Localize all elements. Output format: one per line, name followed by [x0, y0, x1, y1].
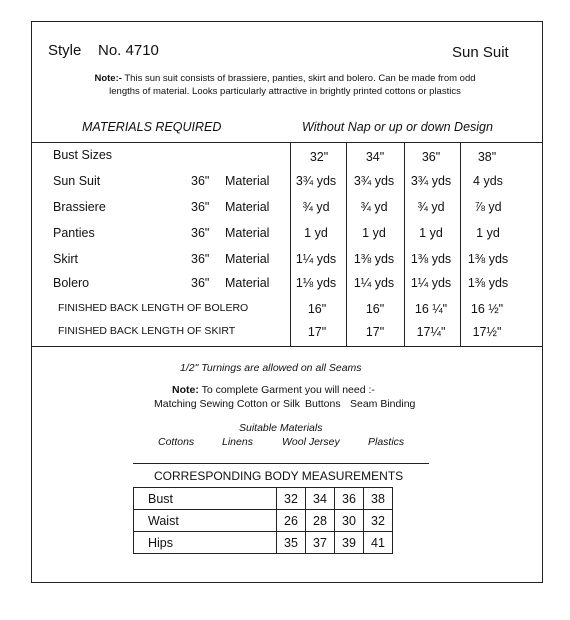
suitable-material: Plastics: [368, 436, 405, 448]
divider: [31, 346, 543, 347]
divider: [133, 463, 429, 464]
material-unit: Material: [225, 174, 270, 188]
size-header: 32": [309, 150, 329, 164]
material-yardage: 1⅜ yds: [353, 252, 395, 266]
measure-value: 37: [306, 532, 335, 554]
measure-value: 38: [364, 488, 393, 510]
complete-note-text: To complete Garment you will need :-: [201, 384, 375, 396]
measure-label: Waist: [134, 510, 277, 532]
measure-value: 36: [335, 488, 364, 510]
material-yardage: 1 yd: [304, 226, 328, 240]
finished-value: 17½": [472, 325, 502, 339]
material-yardage: 3¾ yds: [353, 174, 395, 188]
material-yardage: 1⅛ yds: [295, 276, 337, 290]
suitable-material: Wool Jersey: [282, 436, 340, 448]
finished-value: 16": [307, 302, 327, 316]
measure-value: 35: [277, 532, 306, 554]
material-yardage: ¾ yd: [417, 200, 445, 214]
measure-label: Hips: [134, 532, 277, 554]
material-yardage: 1 yd: [476, 226, 500, 240]
measure-value: 30: [335, 510, 364, 532]
note-label: Note:-: [94, 73, 122, 84]
material-yardage: 1⅜ yds: [410, 252, 452, 266]
measure-value: 34: [306, 488, 335, 510]
table-row: [134, 488, 393, 510]
finished-value: 17¼": [416, 325, 446, 339]
notion-item: Matching Sewing Cotton or Silk: [154, 398, 300, 410]
material-yardage: 1 yd: [419, 226, 443, 240]
complete-note: [172, 384, 375, 396]
body-measurements-heading: CORRESPONDING BODY MEASUREMENTS: [154, 469, 404, 483]
measure-value: 39: [335, 532, 364, 554]
material-yardage: 3¾ yds: [410, 174, 452, 188]
material-yardage: ⅞ yd: [474, 200, 502, 214]
material-unit: Material: [225, 252, 270, 266]
style-label: Style: [48, 42, 82, 59]
turnings-note: 1/2" Turnings are allowed on all Seams: [180, 362, 362, 374]
material-width: 36": [191, 174, 210, 188]
material-width: 36": [191, 252, 210, 266]
description-note: [90, 72, 480, 98]
finished-value: 17": [307, 325, 327, 339]
material-width: 36": [191, 276, 210, 290]
measure-value: 28: [306, 510, 335, 532]
notion-item: Seam Binding: [350, 398, 416, 410]
measure-value: 41: [364, 532, 393, 554]
material-yardage: 1¼ yds: [295, 252, 337, 266]
size-header: 38": [477, 150, 497, 164]
bust-sizes-label: Bust Sizes: [53, 148, 113, 162]
material-yardage: 1 yd: [362, 226, 386, 240]
body-measurements-table: [133, 487, 393, 554]
notion-item: Buttons: [305, 398, 341, 410]
table-row: [134, 510, 393, 532]
finished-skirt-label: FINISHED BACK LENGTH OF SKIRT: [58, 325, 236, 337]
material-unit: Material: [225, 226, 270, 240]
measure-value: 32: [277, 488, 306, 510]
size-header: 34": [365, 150, 385, 164]
finished-value: 16 ¼": [414, 302, 448, 316]
finished-bolero-label: FINISHED BACK LENGTH OF BOLERO: [58, 302, 249, 314]
measure-value: 32: [364, 510, 393, 532]
suitable-material: Linens: [222, 436, 253, 448]
measure-label: Bust: [134, 488, 277, 510]
material-unit: Material: [225, 200, 270, 214]
material-item-label: Brassiere: [53, 200, 106, 214]
finished-value: 17": [365, 325, 385, 339]
material-item-label: Panties: [53, 226, 95, 240]
material-item-label: Skirt: [53, 252, 78, 266]
material-yardage: ¾ yd: [302, 200, 330, 214]
material-yardage: 1¼ yds: [410, 276, 452, 290]
divider: [31, 142, 543, 143]
materials-heading: MATERIALS REQUIRED: [82, 120, 222, 134]
garment-name: Sun Suit: [452, 44, 509, 61]
suitable-heading: Suitable Materials: [239, 422, 323, 434]
measure-value: 26: [277, 510, 306, 532]
finished-value: 16": [365, 302, 385, 316]
material-yardage: 1⅜ yds: [467, 252, 509, 266]
material-yardage: 1⅜ yds: [467, 276, 509, 290]
material-item-label: Sun Suit: [53, 174, 101, 188]
material-yardage: 1¼ yds: [353, 276, 395, 290]
material-width: 36": [191, 200, 210, 214]
material-yardage: 3¾ yds: [295, 174, 337, 188]
material-width: 36": [191, 226, 210, 240]
materials-subheading: Without Nap or up or down Design: [302, 120, 493, 134]
finished-value: 16 ½": [470, 302, 504, 316]
size-header: 36": [421, 150, 441, 164]
material-yardage: 4 yds: [473, 174, 503, 188]
table-row: [134, 532, 393, 554]
suitable-material: Cottons: [158, 436, 195, 448]
material-yardage: ¾ yd: [360, 200, 388, 214]
complete-note-label: Note:: [172, 384, 199, 396]
style-number: No. 4710: [98, 42, 159, 59]
material-unit: Material: [225, 276, 270, 290]
material-item-label: Bolero: [53, 276, 90, 290]
note-text: This sun suit consists of brassiere, panties, skirt and bolero. Can be made from odd lengths of material. Looks particularly attractive in brightly printed cottons or plastics: [109, 73, 476, 97]
